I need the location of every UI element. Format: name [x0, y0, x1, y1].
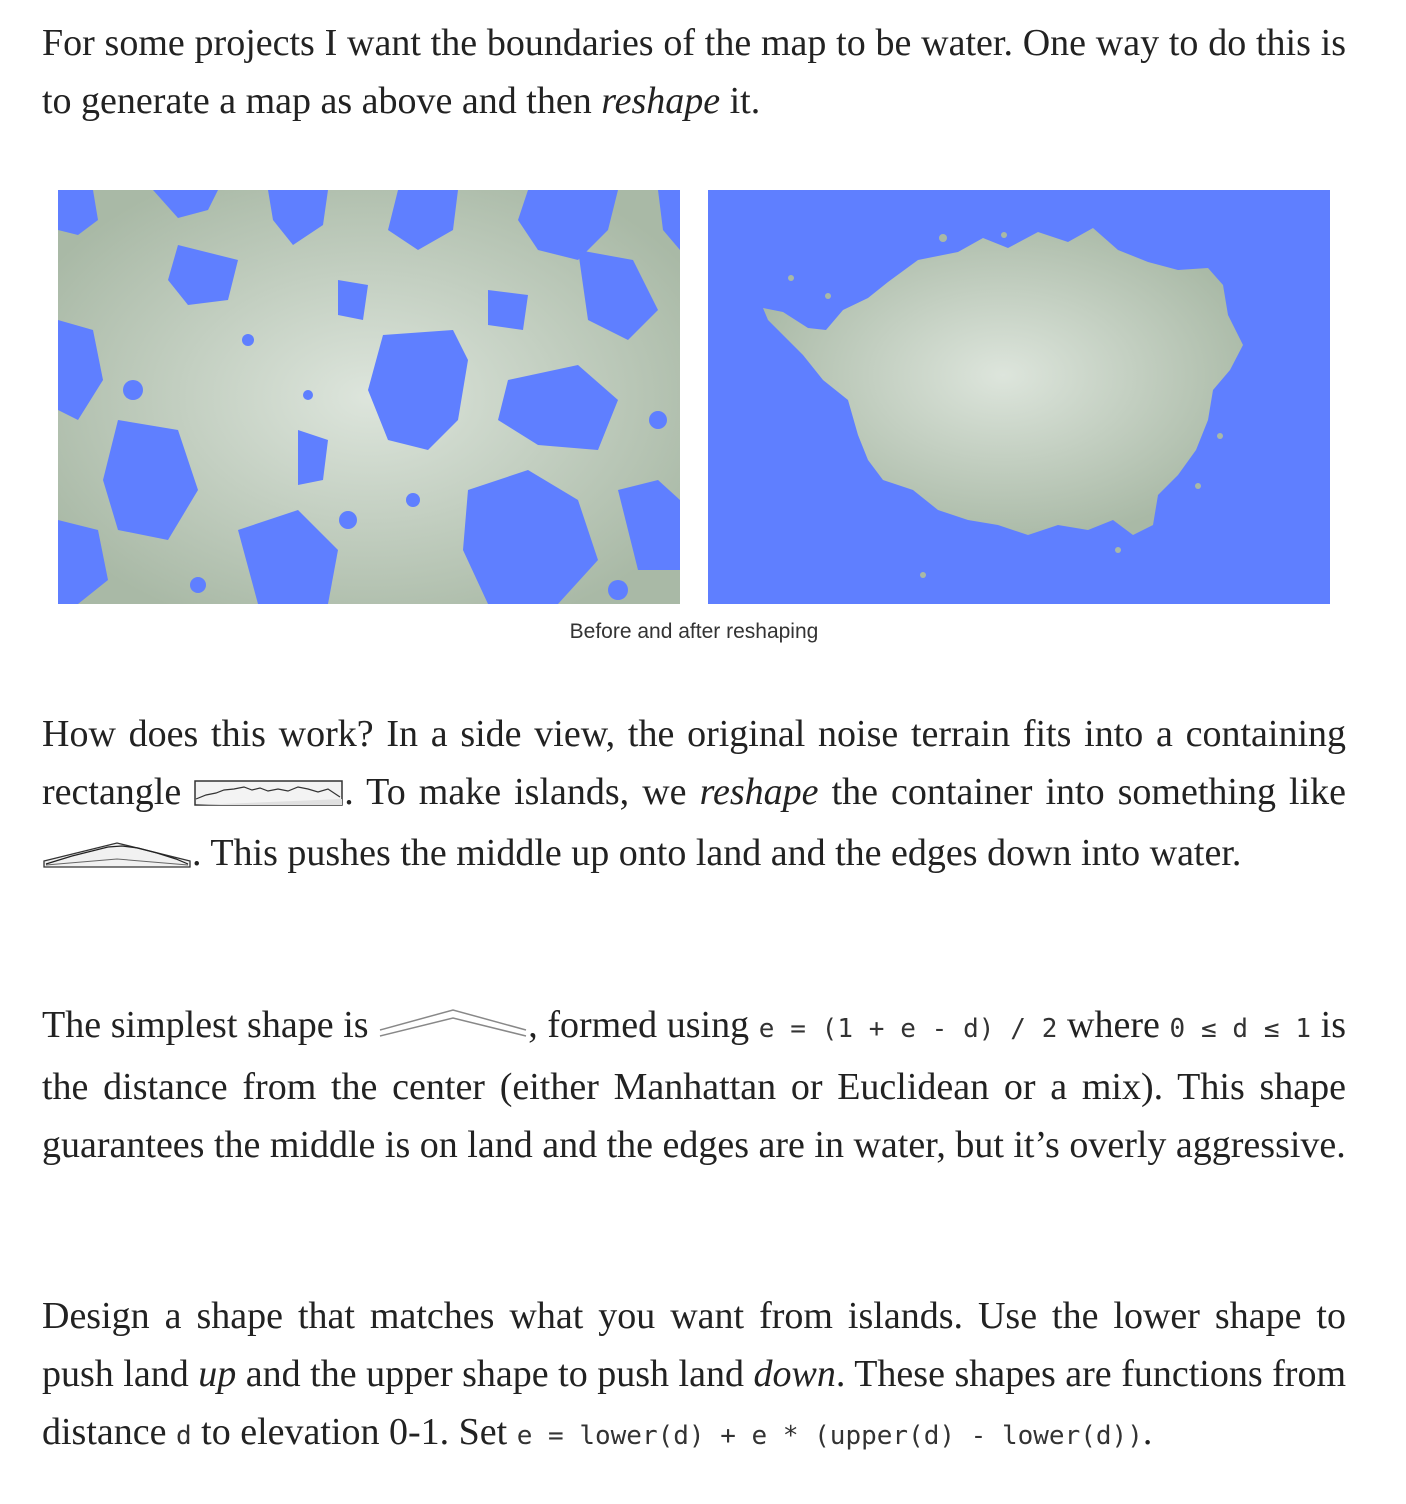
paragraph-design-shape: Design a shape that matches what you want from islands. Use the lower shape to push land up and the upper shape to push land down. These shapes are functions from distance d to elevation 0-1. Set e = lower(d) + e * (upper(d) - lower(d)).	[42, 1295, 1347, 1453]
reshaped-container-diagram	[42, 828, 192, 886]
rectangle-container-diagram	[194, 766, 344, 824]
map-before-image	[58, 190, 680, 604]
map-after-image	[708, 190, 1330, 604]
paragraph-how-it-works: How does this work? In a side view, the original noise terrain fits into a containing rectangle . To make islands, we reshape the container into something like . This pushes the middle up onto land and the edges down into water.	[42, 705, 1346, 886]
map-after	[708, 190, 1330, 604]
paragraph-intro: For some projects I want the boundaries of the map to be water. One way to do this is to generate a map as above and then reshape it.	[42, 22, 1346, 122]
map-before	[58, 190, 680, 604]
figure-caption: Before and after reshaping	[569, 620, 819, 643]
simplest-shape-diagram	[378, 999, 528, 1057]
paragraph-simplest-shape: The simplest shape is , formed using e = (1 + e - d) / 2 where 0 ≤ d ≤ 1 is the distance from the center (either Manhattan or Euclidean or a mix). This shape guarantees the middle is on land and the edges are in water, but it’s overly aggressive.	[42, 996, 1346, 1174]
